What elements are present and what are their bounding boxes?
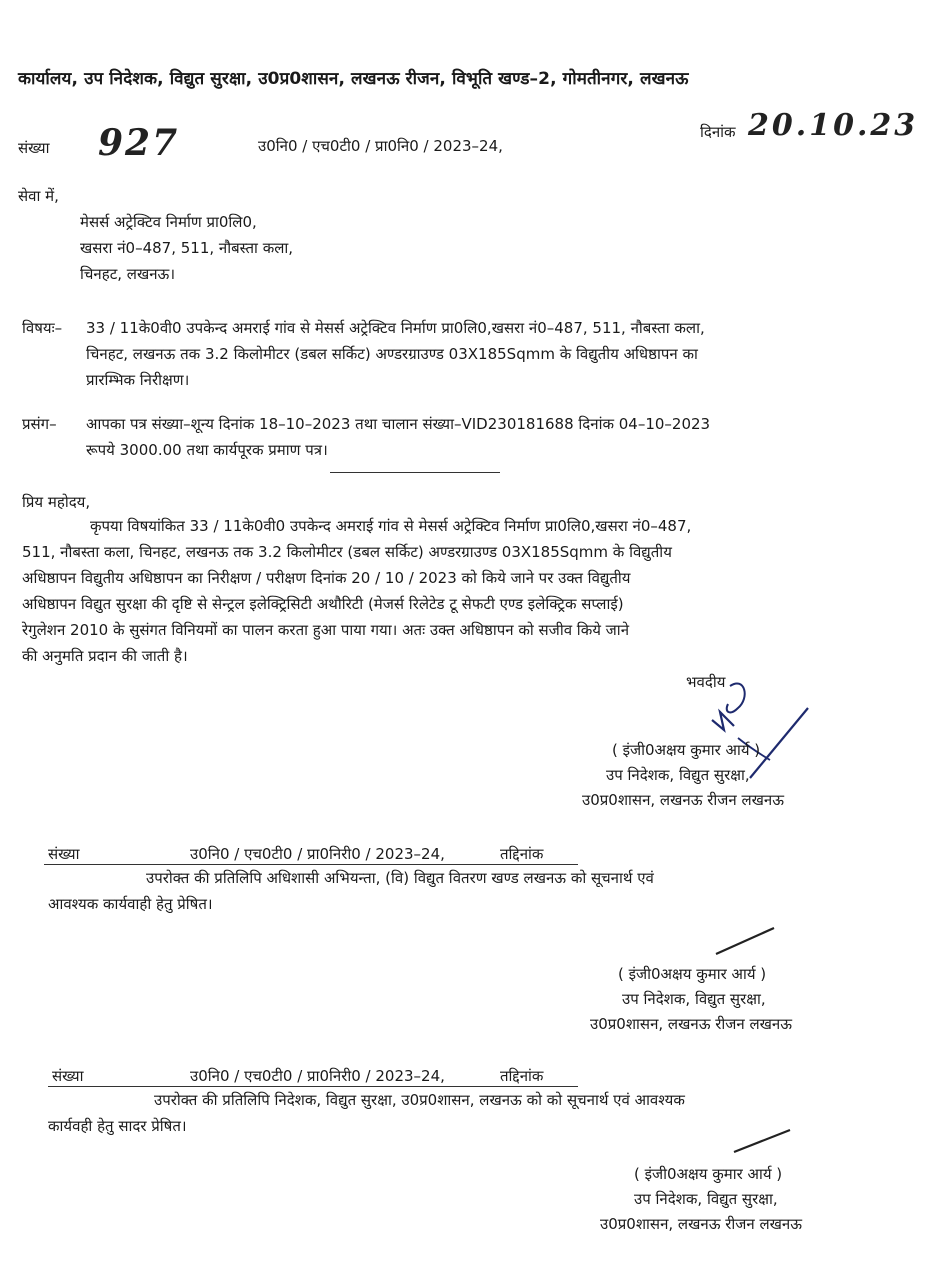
reference-line-1: आपका पत्र संख्या–शून्य दिनांक 18–10–2023 तथा चालान संख्या–VID230181688 दिनांक 04–10–2023: [86, 415, 711, 433]
address-line-1: मेसर्स अट्रेक्टिव निर्माण प्रा0लि0,: [80, 213, 257, 231]
closing-bhavdiya: भवदीय: [686, 673, 726, 691]
copy-1-line-2: आवश्यक कार्यवाही हेतु प्रेषित।: [48, 895, 213, 913]
body-line-2: 511, नौबस्ता कला, चिनहट, लखनऊ तक 3.2 किलोमीटर (डबल सर्किट) अण्डरग्राउण्ड 03X185Sqmm के विद्युतीय: [22, 543, 672, 561]
address-line-2: खसरा नं0–487, 511, नौबस्ता कला,: [80, 239, 294, 257]
signatory-office: उ0प्र0शासन, लखनऊ रीजन लखनऊ: [590, 1015, 793, 1033]
signature-2-block: [590, 962, 793, 1037]
copy-2-code: उ0नि0 / एच0टी0 / प्रा0निरी0 / 2023–24,: [190, 1067, 445, 1085]
reference-line-2: रूपये 3000.00 तथा कार्यपूरक प्रमाण पत्र।: [86, 441, 328, 459]
signatory-designation: उप निदेशक, विद्युत सुरक्षा,: [634, 1190, 778, 1208]
separator-rule: [330, 472, 500, 473]
body-line-6: की अनुमति प्रदान की जाती है।: [22, 647, 188, 665]
signatory-name: ( इंजी0अक्षय कुमार आर्य ): [612, 741, 761, 759]
subject-line-3: प्रारम्भिक निरीक्षण।: [86, 371, 190, 389]
reference-code: उ0नि0 / एच0टी0 / प्रा0नि0 / 2023–24,: [258, 137, 503, 155]
copy-1-tad-dinank: तद्दिनांक: [500, 845, 544, 863]
initial-mark-3: [728, 1124, 798, 1160]
copy-1-underline: [44, 864, 578, 865]
body-line-1: कृपया विषयांकित 33 / 11के0वी0 उपकेन्द अमराई गांव से मेसर्स अट्रेक्टिव निर्माण प्रा0लि0,खसरा नं0–487,: [90, 517, 692, 535]
date-label: दिनांक: [700, 123, 736, 141]
body-line-3: अधिष्ठापन विद्युतीय अधिष्ठापन का निरीक्षण / परीक्षण दिनांक 20 / 10 / 2023 को किये जाने पर उक्त विद्युतीय: [22, 569, 631, 587]
copy-2-line-2: कार्यवही हेतु सादर प्रेषित।: [48, 1117, 187, 1135]
copy-1-line-1: उपरोक्त की प्रतिलिपि अधिशासी अभियन्ता, (वि) विद्युत वितरण खण्ड लखनऊ को सूचनार्थ एवं: [146, 869, 654, 887]
signatory-designation: उप निदेशक, विद्युत सुरक्षा,: [606, 766, 750, 784]
signatory-name: ( इंजी0अक्षय कुमार आर्य ): [634, 1165, 783, 1183]
address-to: सेवा में,: [18, 187, 59, 205]
signatory-office: उ0प्र0शासन, लखनऊ रीजन लखनऊ: [582, 791, 785, 809]
signatory-office: उ0प्र0शासन, लखनऊ रीजन लखनऊ: [600, 1215, 803, 1233]
body-line-5: रेगुलेशन 2010 के सुसंगत विनियमों का पालन करता हुआ पाया गया। अतः उक्त अधिष्ठापन को सजीव किये जाने: [22, 621, 630, 639]
signature-1-block: [582, 738, 785, 813]
initial-mark-2: [710, 922, 780, 962]
copy-2-underline: [48, 1086, 578, 1087]
body-line-4: अधिष्ठापन विद्युत सुरक्षा की दृष्टि से सेन्ट्रल इलेक्ट्रिसिटी अथौरिटी (मेजर्स रिलेटेड टू सेफटी एण्ड इलेक्ट्रिक सप्लाई): [22, 595, 624, 613]
subject-label: विषयः–: [22, 319, 63, 337]
copy-1-code: उ0नि0 / एच0टी0 / प्रा0निरी0 / 2023–24,: [190, 845, 445, 863]
copy-2-sankhya-label: संख्या: [52, 1067, 84, 1085]
signature-3-block: [600, 1162, 803, 1237]
salutation: प्रिय महोदय,: [22, 493, 91, 511]
copy-1-sankhya-label: संख्या: [48, 845, 80, 863]
copy-2-tad-dinank: तद्दिनांक: [500, 1067, 544, 1085]
subject-line-2: चिनहट, लखनऊ तक 3.2 किलोमीटर (डबल सर्किट) अण्डरग्राउण्ड 03X185Sqmm के विद्युतीय अधिष्ठापन का: [86, 345, 698, 363]
address-line-3: चिनहट, लखनऊ।: [80, 265, 176, 283]
sankhya-label: संख्या: [18, 139, 50, 157]
subject-line-1: 33 / 11के0वी0 उपकेन्द अमराई गांव से मेसर्स अट्रेक्टिव निर्माण प्रा0लि0,खसरा नं0–487, 511, नौबस्ता कला,: [86, 319, 705, 337]
signatory-designation: उप निदेशक, विद्युत सुरक्षा,: [622, 990, 766, 1008]
copy-2-line-1: उपरोक्त की प्रतिलिपि निदेशक, विद्युत सुरक्षा, उ0प्र0शासन, लखनऊ को को सूचनार्थ एवं आवश्यक: [154, 1091, 685, 1109]
handwritten-date: 20.10.23: [748, 108, 919, 143]
office-header: कार्यालय, उप निदेशक, विद्युत सुरक्षा, उ0प्र0शासन, लखनऊ रीजन, विभूति खण्ड–2, गोमतीनगर, लखनऊ: [18, 69, 689, 89]
signatory-name: ( इंजी0अक्षय कुमार आर्य ): [618, 965, 767, 983]
handwritten-letter-number: 927: [98, 122, 180, 164]
reference-label: प्रसंग–: [22, 415, 57, 433]
